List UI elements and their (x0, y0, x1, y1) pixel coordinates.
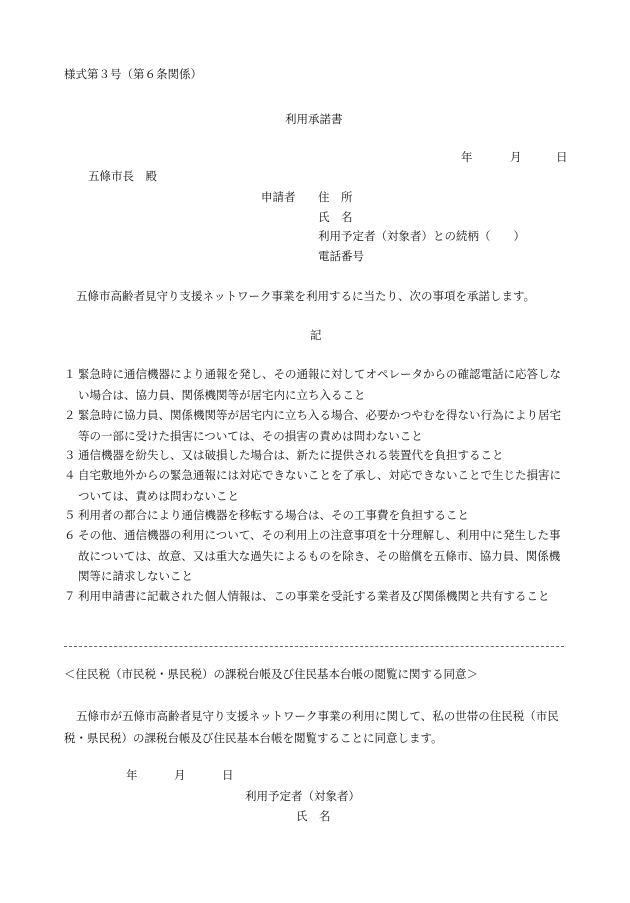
item-text: その他、通信機器の利用について、その利用上の注意事項を十分理解し、利用中に発生した事故については、故意、又は重大な過失によるものを除き、その賠償を五條市、協力員、関係機関等に請求しないこと (78, 528, 561, 583)
applicant-address-label: 住 所 (318, 190, 353, 204)
item-number: ６ (64, 528, 76, 542)
date-year-label: 年 (461, 150, 473, 164)
ki-heading: 記 (310, 328, 322, 342)
item-text: 自宅敷地外からの緊急通報には対応できないことを了承し、対応できないことで生じた損害については、責めは問わないこと (78, 468, 561, 503)
applicant-relation-label: 利用予定者（対象者）との続柄（ ） (318, 229, 525, 243)
consent-name-label: 氏 名 (296, 809, 331, 823)
consent-heading: ＜住民税（市民税・県民税）の課税台帳及び住民基本台帳の閲覧に関する同意＞ (64, 667, 478, 681)
list-item (64, 525, 566, 587)
item-number: １ (64, 367, 76, 381)
item-number: ７ (64, 589, 76, 603)
item-text: 利用申請書に記載された個人情報は、この事業を受託する業者及び関係機関と共有すること (78, 589, 550, 603)
item-text: 利用者の都合により通信機器を移転する場合は、その工事費を負担すること (78, 508, 469, 522)
list-item (64, 465, 566, 506)
consent-user-label: 利用予定者（対象者） (245, 789, 360, 803)
cut-line-divider (64, 646, 564, 647)
list-item (64, 445, 566, 466)
date-day-label: 日 (556, 150, 568, 164)
form-number: 様式第３号（第６条関係） (64, 67, 202, 81)
item-number: ２ (64, 408, 76, 422)
applicant-phone-label: 電話番号 (318, 249, 364, 263)
consent-date-month-label: 月 (174, 768, 186, 782)
document-title: 利用承諾書 (285, 112, 343, 126)
date-month-label: 月 (510, 150, 522, 164)
list-item (64, 586, 566, 607)
list-item (64, 364, 566, 405)
consent-date-year-label: 年 (126, 768, 138, 782)
applicant-label: 申請者 (261, 190, 296, 204)
consent-statement: 五條市が五條市高齢者見守り支援ネットワーク事業の利用に関して、私の世帯の住民税（市民税・県民税）の課税台帳及び住民基本台帳を閲覧することに同意します。 (64, 709, 559, 745)
item-number: ５ (64, 508, 76, 522)
item-text: 緊急時に協力員、関係機関等が居宅内に立ち入る場合、必要かつやむを得ない行為により居宅等の一部に受けた損害については、その損害の責めは問わないこと (78, 408, 561, 443)
consent-date-day-label: 日 (222, 768, 234, 782)
applicant-name-label: 氏 名 (318, 210, 353, 224)
item-number: ３ (64, 448, 76, 462)
list-item (64, 405, 566, 446)
item-text: 緊急時に通信機器により通報を発し、その通報に対してオペレータからの確認電話に応答しない場合は、協力員、関係機関等が居宅内に立ち入ること (78, 367, 561, 402)
list-item (64, 505, 566, 526)
item-number: ４ (64, 468, 76, 482)
addressee: 五條市長 殿 (88, 169, 157, 183)
item-text: 通信機器を紛失し、又は破損した場合は、新たに提供される装置代を負担すること (78, 448, 504, 462)
intro-statement: 五條市高齢者見守り支援ネットワーク事業を利用するに当たり、次の事項を承諾します。 (76, 289, 536, 303)
